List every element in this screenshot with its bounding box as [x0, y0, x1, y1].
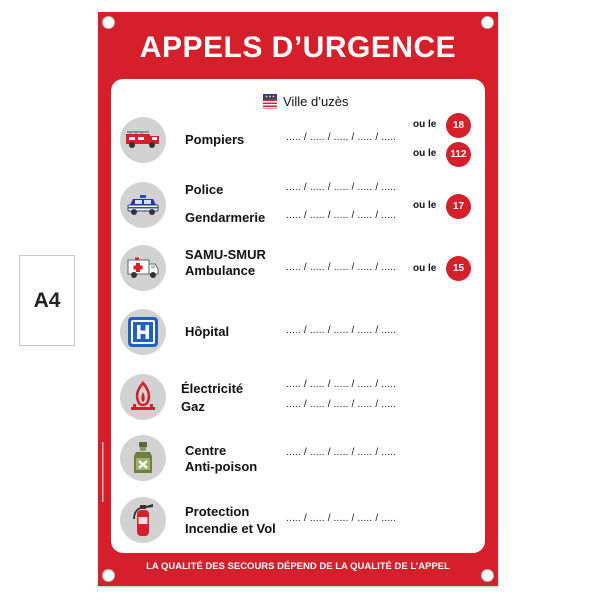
city-name: Ville d’uzès	[283, 94, 349, 109]
service-label-police: Police	[185, 182, 224, 197]
service-label-samu-smur: SAMU-SMUR	[185, 247, 266, 262]
mount-hole-icon	[481, 16, 494, 29]
hospital-icon	[120, 309, 166, 355]
or-label: ou le	[413, 200, 437, 211]
phone-blank: ..... / ..... / ..... / ..... / .....	[286, 210, 397, 221]
service-label-pompiers: Pompiers	[185, 132, 245, 147]
phone-blank: ..... / ..... / ..... / ..... / .....	[286, 447, 397, 458]
police-car-icon	[120, 182, 166, 228]
emergency-sign	[98, 12, 498, 586]
service-label-incendie-et-vol: Incendie et Vol	[185, 521, 276, 536]
mount-hole-icon	[102, 16, 115, 29]
service-label-centre: Centre	[185, 443, 227, 458]
emergency-number-badge: 112	[446, 142, 471, 167]
city-header	[263, 94, 349, 109]
side-fine-print-icon	[100, 442, 106, 502]
city-crest-icon	[263, 94, 277, 109]
emergency-number-badge: 15	[446, 256, 471, 281]
or-label: ou le	[413, 263, 437, 274]
or-label: ou le	[413, 119, 437, 130]
emergency-number-badge: 18	[446, 113, 471, 138]
sign-footer: LA QUALITÉ DES SECOURS DÉPEND DE LA QUALITÉ DE L’APPEL	[146, 561, 450, 572]
service-label-electricite: Électricité	[181, 381, 244, 396]
phone-blank: ..... / ..... / ..... / ..... / .....	[286, 182, 397, 193]
fire-truck-icon	[120, 117, 166, 163]
emergency-number-badge: 17	[446, 194, 471, 219]
sign-title: APPELS D’URGENCE	[139, 31, 457, 64]
format-badge-a4: A4	[19, 255, 75, 346]
service-label-ambulance: Ambulance	[185, 263, 256, 278]
service-label-gendarmerie: Gendarmerie	[185, 210, 266, 225]
numbers-panel	[111, 79, 485, 553]
phone-blank: ..... / ..... / ..... / ..... / .....	[286, 325, 397, 336]
phone-blank: ..... / ..... / ..... / ..... / .....	[286, 379, 397, 390]
ambulance-icon	[120, 245, 166, 291]
service-label-gaz: Gaz	[181, 399, 205, 414]
fire-extinguisher-icon	[120, 497, 166, 543]
service-label-hopital: Hôpital	[185, 324, 230, 339]
phone-blank: ..... / ..... / ..... / ..... / .....	[286, 399, 397, 410]
service-label-anti-poison: Anti-poison	[185, 459, 258, 474]
gas-flame-icon	[120, 374, 166, 420]
phone-blank: ..... / ..... / ..... / ..... / .....	[286, 513, 397, 524]
phone-blank: ..... / ..... / ..... / ..... / .....	[286, 132, 397, 143]
or-label: ou le	[413, 148, 437, 159]
poison-bottle-icon	[120, 435, 166, 481]
phone-blank: ..... / ..... / ..... / ..... / .....	[286, 262, 397, 273]
service-label-protection: Protection	[185, 504, 250, 519]
